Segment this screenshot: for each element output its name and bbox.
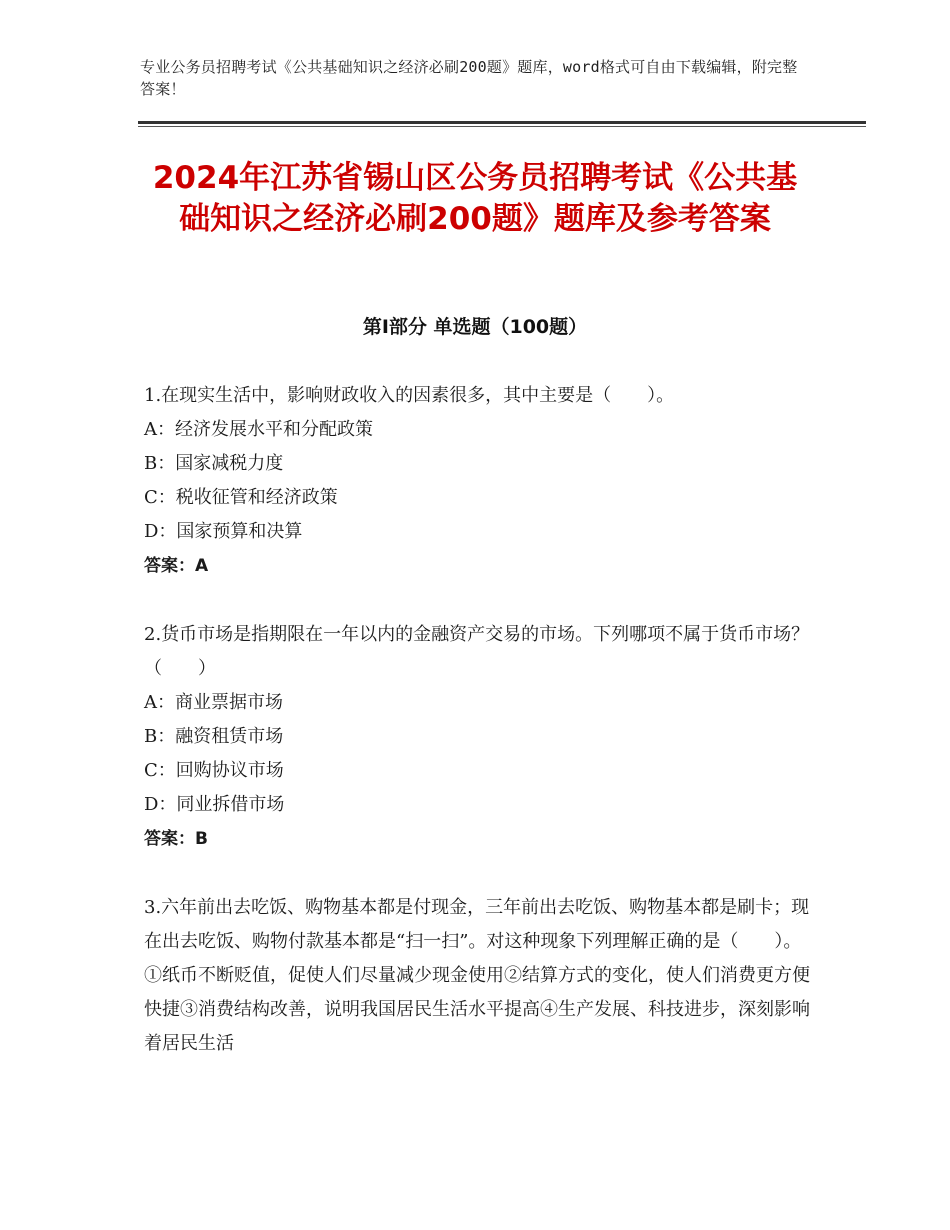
option-c: C：税收征管和经济政策: [144, 487, 338, 508]
option-d: D：国家预算和决算: [144, 521, 303, 542]
question-3: [144, 891, 810, 1061]
option-d: D：同业拆借市场: [144, 794, 285, 815]
option-c: C：回购协议市场: [144, 760, 284, 781]
option-b: B：国家减税力度: [144, 453, 284, 474]
question-stem: 2.货币市场是指期限在一年以内的金融资产交易的市场。下列哪项不属于货币市场？（ ）: [144, 624, 810, 679]
header-note: 专业公务员招聘考试《公共基础知识之经济必刷200题》题库，word格式可自由下载编辑，附完整答案！: [140, 58, 798, 98]
question-1: [144, 379, 810, 583]
document-title: 2024年江苏省锡山区公务员招聘考试《公共基础知识之经济必刷200题》题库及参考答案: [152, 160, 798, 237]
option-a: A：经济发展水平和分配政策: [144, 419, 373, 440]
question-stem: 1.在现实生活中，影响财政收入的因素很多，其中主要是（ ）。: [144, 385, 675, 406]
answer: 答案：A: [144, 556, 209, 576]
option-a: A：商业票据市场: [144, 692, 283, 713]
option-b: B：融资租赁市场: [144, 726, 284, 747]
question-2: [144, 618, 810, 856]
header-rule-thin: [138, 126, 866, 127]
answer: 答案：B: [144, 829, 208, 849]
section-title: 第Ⅰ部分 单选题（100题）: [362, 316, 588, 338]
header-rule-thick: [138, 121, 866, 124]
question-stem: 3.六年前出去吃饭、购物基本都是付现金，三年前出去吃饭、购物基本都是刷卡；现在出去吃饭、购物付款基本都是“扫一扫”。对这种现象下列理解正确的是（ ）。①纸币不断贬值，促使人们尽量减少现金使用②结算方式的变化，使人们消费更方便快捷③消费结构改善，说明我国居民生活水平提高④生产发展、科技进步，深刻影响着居民生活: [144, 897, 810, 1054]
